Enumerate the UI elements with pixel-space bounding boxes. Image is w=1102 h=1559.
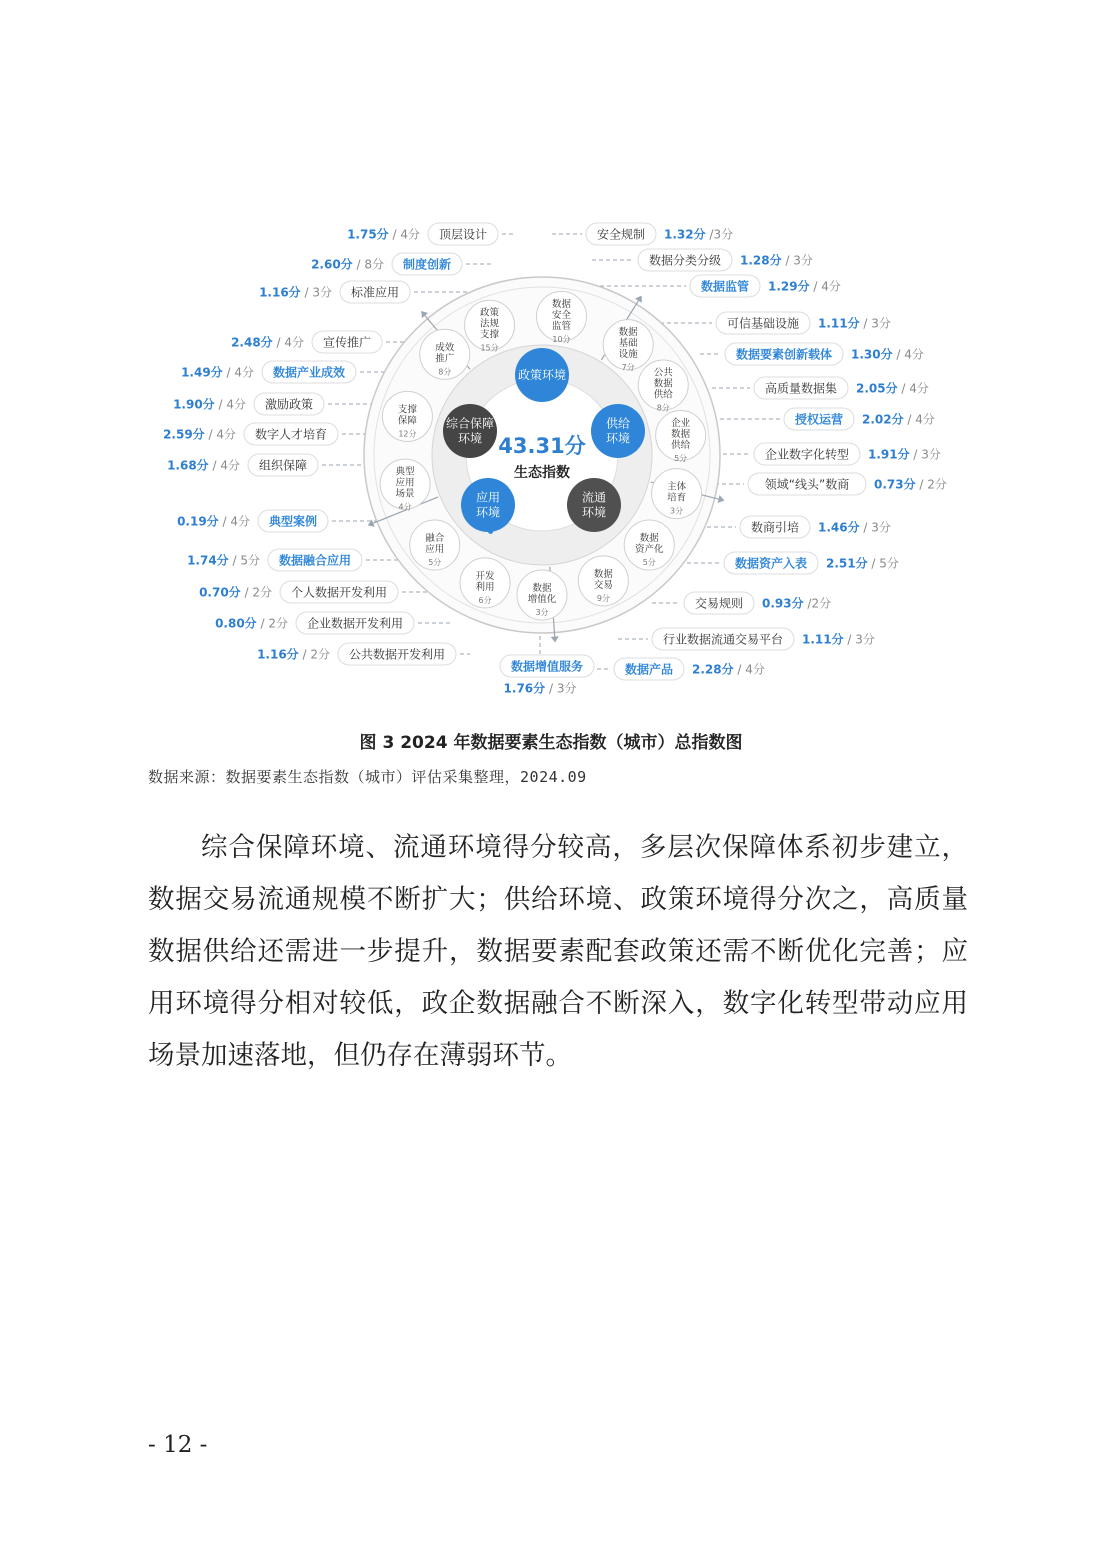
subcategory-label: 数据 bbox=[653, 378, 673, 390]
subcategory-label: 数据 bbox=[671, 429, 691, 441]
subcategory-score: 12分 bbox=[398, 429, 417, 439]
subcategory-label: 安全 bbox=[551, 309, 571, 321]
indicator-label: 激励政策 bbox=[264, 397, 314, 412]
indicator-score: 2.51分 / 5分 bbox=[826, 556, 899, 571]
subcategory-label: 数据 bbox=[532, 583, 552, 594]
indicator-score: 1.49分 / 4分 bbox=[181, 365, 254, 380]
environment-node bbox=[515, 348, 569, 402]
indicator-score: 1.16分 / 2分 bbox=[257, 647, 330, 662]
indicator-label: 顶层设计 bbox=[438, 227, 488, 242]
subcategory-label: 企业 bbox=[671, 418, 691, 430]
indicator-score: 1.76分 / 3分 bbox=[503, 681, 577, 696]
page-number: - 12 - bbox=[148, 1432, 208, 1458]
subcategory-label: 增值化 bbox=[527, 594, 557, 605]
subcategory-label: 数据 bbox=[593, 568, 613, 580]
indicator-label: 制度创新 bbox=[402, 257, 452, 272]
indicator-score: 1.91分 / 3分 bbox=[868, 447, 941, 462]
subcategory-node bbox=[578, 556, 628, 606]
indicator-label: 数据资产入表 bbox=[734, 556, 808, 571]
indicator-label: 数据产业成效 bbox=[272, 365, 346, 380]
indicator-score: 2.02分 / 4分 bbox=[862, 412, 935, 427]
subcategory-label: 数据 bbox=[639, 532, 659, 544]
indicator-score: 0.70分 / 2分 bbox=[199, 585, 272, 600]
subcategory-label: 开发 bbox=[475, 570, 495, 582]
indicator-label: 数据产品 bbox=[624, 662, 674, 677]
indicator-label: 标准应用 bbox=[350, 285, 400, 300]
subcategory-label: 监管 bbox=[551, 320, 571, 332]
indicator-score: 1.75分 / 4分 bbox=[347, 227, 420, 242]
environment-node bbox=[567, 478, 621, 532]
subcategory-score: 3分 bbox=[670, 506, 684, 516]
indicator-score: 1.28分 / 3分 bbox=[740, 253, 813, 268]
subcategory-node bbox=[420, 329, 470, 379]
indicator-label: 数据要素创新载体 bbox=[735, 347, 833, 362]
subcategory-score: 5分 bbox=[428, 557, 442, 567]
indicator-label: 交易规则 bbox=[694, 596, 744, 611]
indicator-label: 公共数据开发利用 bbox=[348, 647, 446, 662]
subcategory-label: 数据 bbox=[618, 327, 638, 339]
environment-label: 供给 bbox=[605, 416, 631, 431]
subcategory-label: 资产化 bbox=[634, 543, 664, 555]
indicator-label: 行业数据流通交易平台 bbox=[662, 632, 784, 647]
indicator-label: 数字人才培育 bbox=[254, 427, 328, 442]
environment-node bbox=[461, 478, 515, 532]
subcategory-node bbox=[410, 520, 460, 570]
subcategory-label: 主体 bbox=[667, 481, 687, 493]
indicator-score: 0.93分 /2分 bbox=[762, 596, 832, 611]
indicator-label: 授权运营 bbox=[794, 412, 844, 427]
subcategory-label: 融合 bbox=[425, 532, 445, 544]
subcategory-score: 5分 bbox=[642, 557, 656, 567]
indicator-label: 企业数字化转型 bbox=[764, 447, 850, 462]
indicator-score: 1.16分 / 3分 bbox=[259, 285, 332, 300]
ecosystem-index-figure bbox=[0, 0, 1102, 710]
subcategory-label: 政策 bbox=[480, 307, 500, 319]
data-source-note: 数据来源：数据要素生态指数（城市）评估采集整理，2024.09 bbox=[148, 768, 587, 786]
subcategory-score: 8分 bbox=[656, 403, 670, 413]
indicator-label: 数据分类分级 bbox=[648, 253, 722, 268]
environment-label: 流通 bbox=[581, 490, 607, 505]
indicator-score: 0.80分 / 2分 bbox=[215, 616, 288, 631]
indicator-score: 1.68分 / 4分 bbox=[167, 458, 240, 473]
subcategory-label: 供给 bbox=[671, 440, 691, 452]
indicator-score: 1.11分 / 3分 bbox=[818, 316, 891, 331]
subcategory-label: 交易 bbox=[593, 579, 613, 591]
indicator-score: 1.90分 / 4分 bbox=[173, 397, 246, 412]
subcategory-node bbox=[624, 520, 674, 570]
indicator-score: 0.73分 / 2分 bbox=[874, 477, 947, 492]
subcategory-score: 4分 bbox=[398, 502, 412, 512]
environment-label: 环境 bbox=[475, 505, 501, 520]
indicator-score: 2.28分 / 4分 bbox=[692, 662, 765, 677]
subcategory-label: 基础 bbox=[618, 338, 638, 350]
figure-caption: 图 3 2024 年数据要素生态指数（城市）总指数图 bbox=[359, 733, 743, 753]
indicator-label: 数据监管 bbox=[700, 279, 750, 294]
subcategory-score: 10分 bbox=[552, 334, 571, 344]
subcategory-node bbox=[652, 469, 702, 519]
subcategory-label: 公共 bbox=[653, 367, 673, 379]
indicator-score: 2.48分 / 4分 bbox=[231, 335, 304, 350]
indicator-label: 安全规制 bbox=[596, 227, 646, 242]
indicator-score: 2.05分 / 4分 bbox=[856, 381, 929, 396]
subcategory-label: 设施 bbox=[618, 349, 638, 361]
subcategory-label: 培育 bbox=[667, 492, 687, 504]
indicator-label: 组织保障 bbox=[258, 458, 308, 473]
subcategory-label: 典型 bbox=[395, 466, 415, 478]
subcategory-score: 15分 bbox=[480, 343, 499, 353]
environment-label: 综合保障 bbox=[445, 416, 495, 431]
indicator-score: 1.11分 / 3分 bbox=[802, 632, 875, 647]
total-score-label: 生态指数 bbox=[514, 465, 570, 481]
subcategory-label: 成效 bbox=[435, 342, 455, 354]
environment-label: 环境 bbox=[457, 431, 483, 446]
indicator-label: 企业数据开发利用 bbox=[306, 616, 404, 631]
indicator-label: 宣传推广 bbox=[322, 335, 372, 350]
subcategory-score: 6分 bbox=[478, 595, 492, 605]
environment-node bbox=[591, 404, 645, 458]
subcategory-label: 场景 bbox=[395, 488, 415, 500]
subcategory-score: 8分 bbox=[438, 367, 452, 377]
indicator-score: 0.19分 / 4分 bbox=[177, 514, 250, 529]
body-paragraph bbox=[148, 822, 968, 1082]
indicator-score: 2.59分 / 4分 bbox=[163, 427, 236, 442]
indicator-label: 个人数据开发利用 bbox=[290, 585, 388, 600]
environment-label: 应用 bbox=[475, 490, 501, 505]
indicator-score: 1.32分 /3分 bbox=[664, 227, 734, 242]
indicator-label: 高质量数据集 bbox=[764, 381, 838, 396]
environment-node bbox=[443, 404, 497, 458]
indicator-label: 领域“线头”数商 bbox=[764, 477, 850, 492]
indicator-label: 数据融合应用 bbox=[278, 553, 352, 568]
indicator-label: 典型案例 bbox=[268, 514, 318, 529]
subcategory-score: 7分 bbox=[621, 363, 635, 373]
subcategory-score: 9分 bbox=[596, 593, 610, 603]
indicator-score: 1.29分 / 4分 bbox=[768, 279, 841, 294]
indicator-label: 可信基础设施 bbox=[726, 316, 800, 331]
subcategory-score: 3分 bbox=[535, 608, 549, 617]
subcategory-node bbox=[382, 391, 432, 441]
subcategory-label: 供给 bbox=[653, 389, 673, 401]
indicator-score: 1.74分 / 5分 bbox=[187, 553, 260, 568]
sector-arrowhead bbox=[718, 495, 725, 503]
subcategory-score: 5分 bbox=[674, 454, 688, 464]
indicator-label: 数商引培 bbox=[750, 520, 800, 535]
subcategory-label: 法规 bbox=[480, 318, 500, 330]
subcategory-label: 支撑 bbox=[480, 329, 500, 341]
indicator-score: 1.46分 / 3分 bbox=[818, 520, 891, 535]
subcategory-node bbox=[460, 558, 510, 608]
environment-label: 政策环境 bbox=[517, 368, 567, 382]
total-score: 43.31分 bbox=[498, 434, 586, 458]
environment-label: 环境 bbox=[605, 431, 631, 446]
subcategory-label: 利用 bbox=[475, 581, 495, 593]
indicator-label: 数据增值服务 bbox=[510, 659, 584, 674]
subcategory-label: 推广 bbox=[435, 353, 455, 365]
subcategory-label: 保障 bbox=[397, 415, 417, 427]
subcategory-label: 数据 bbox=[551, 298, 571, 310]
subcategory-label: 应用 bbox=[395, 477, 415, 489]
indicator-score: 1.30分 / 4分 bbox=[851, 347, 924, 362]
indicator-score: 2.60分 / 8分 bbox=[311, 257, 384, 272]
sector-arrowhead bbox=[551, 636, 559, 642]
environment-label: 环境 bbox=[581, 505, 607, 520]
subcategory-label: 支撑 bbox=[397, 404, 417, 416]
paragraph-text: 综合保障环境、流通环境得分较高，多层次保障体系初步建立，数据交易流通规模不断扩大；供给环境、政策环境得分次之，高质量数据供给还需进一步提升，数据要素配套政策还需不断优化完善；应用环境得分相对较低，政企数据融合不断深入，数字化转型带动应用场景加速落地，但仍存在薄弱环节。 bbox=[148, 832, 968, 1071]
subcategory-node bbox=[517, 570, 567, 620]
subcategory-label: 应用 bbox=[425, 543, 445, 555]
